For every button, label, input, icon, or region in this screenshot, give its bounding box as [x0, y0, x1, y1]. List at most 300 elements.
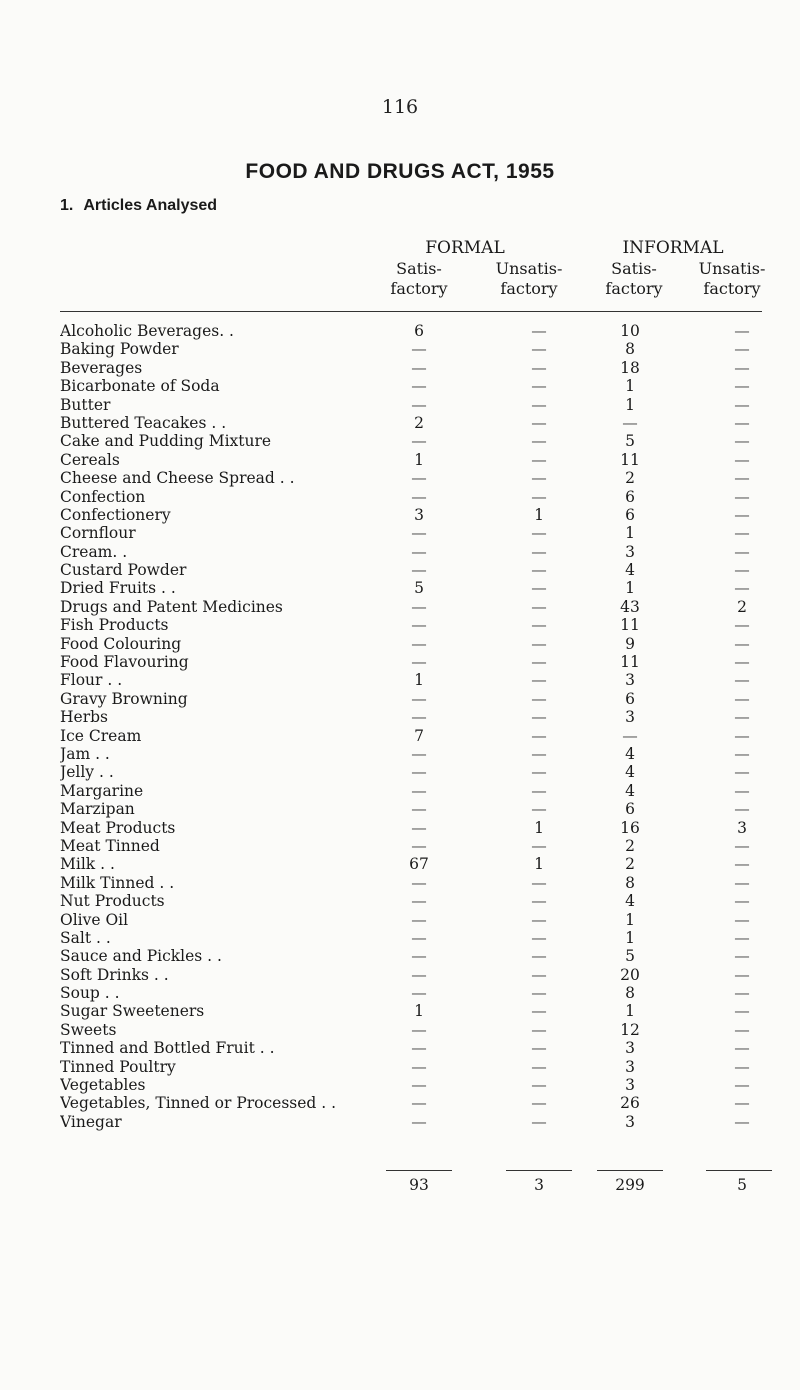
article-label: Confectionery [60, 505, 171, 524]
formal-unsatisfactory-cell: — [531, 744, 547, 763]
formal-unsatisfactory-cell: — [531, 432, 547, 451]
informal-satisfactory-cell: 2 [625, 836, 635, 855]
formal-satisfactory-cell: 1 [414, 671, 424, 690]
article-name [60, 984, 405, 1002]
formal-unsatisfactory-cell: — [531, 984, 547, 1003]
informal-satisfactory-cell: 16 [620, 818, 640, 837]
table-row [0, 929, 800, 947]
formal-satisfactory-cell: — [411, 910, 427, 929]
article-name [60, 524, 405, 542]
informal-unsatisfactory-cell: — [734, 1094, 750, 1113]
table-row [0, 322, 800, 340]
informal-satisfactory-cell: 4 [625, 561, 635, 580]
informal-unsatisfactory-cell: — [734, 965, 750, 984]
table-row [0, 819, 800, 837]
formal-unsatisfactory-cell: — [531, 524, 547, 543]
informal-satisfactory-cell: 9 [625, 634, 635, 653]
informal-unsatisfactory-cell: — [734, 395, 750, 414]
formal-unsatisfactory-cell: — [531, 322, 547, 340]
article-name [60, 561, 405, 579]
table-row [0, 690, 800, 708]
article-name [60, 690, 405, 708]
formal-unsatisfactory-cell: 1 [534, 855, 544, 874]
informal-unsatisfactory-cell: — [734, 873, 750, 892]
informal-unsatisfactory-cell: — [734, 634, 750, 653]
article-label: Dried Fruits . . [60, 579, 176, 598]
table-row [0, 1039, 800, 1057]
informal-satisfactory-cell: 4 [625, 744, 635, 763]
table-row [0, 506, 800, 524]
informal-unsatisfactory-cell: — [734, 358, 750, 377]
total-rule [597, 1170, 663, 1171]
table-row [0, 469, 800, 487]
formal-satisfactory-cell: 6 [414, 322, 424, 340]
informal-satisfactory-cell: 4 [625, 892, 635, 911]
informal-unsatisfactory-cell: — [734, 469, 750, 488]
informal-satisfactory-cell: 8 [625, 984, 635, 1003]
formal-unsatisfactory-cell: — [531, 377, 547, 396]
table-row [0, 396, 800, 414]
informal-satisfactory-cell: 20 [620, 965, 640, 984]
table-row [0, 635, 800, 653]
article-name [60, 322, 405, 340]
header-line-2: factory [500, 279, 558, 298]
informal-satisfactory-cell: 26 [620, 1094, 640, 1113]
article-label: Meat Tinned [60, 836, 160, 855]
article-name [60, 947, 405, 965]
formal-satisfactory-cell: 1 [414, 1002, 424, 1021]
article-label: Confection [60, 487, 146, 506]
article-name [60, 911, 405, 929]
formal-satisfactory-cell: — [411, 928, 427, 947]
article-label: Flour . . [60, 671, 123, 690]
informal-unsatisfactory-cell: — [734, 505, 750, 524]
header-line-2: factory [605, 279, 663, 298]
formal-satisfactory-cell: — [411, 1076, 427, 1095]
article-name [60, 451, 405, 469]
formal-unsatisfactory-cell: — [531, 836, 547, 855]
article-label: Vegetables, Tinned or Processed . . [60, 1094, 337, 1113]
table-row [0, 671, 800, 689]
table-row [0, 911, 800, 929]
table-row [0, 340, 800, 358]
article-label: Vegetables [60, 1076, 146, 1095]
informal-unsatisfactory-cell: — [734, 1076, 750, 1095]
formal-satisfactory-cell: — [411, 689, 427, 708]
article-label: Sweets [60, 1020, 117, 1039]
informal-unsatisfactory-cell: — [734, 377, 750, 396]
table-row [0, 708, 800, 726]
article-label: Food Flavouring [60, 653, 189, 672]
formal-unsatisfactory-cell: — [531, 910, 547, 929]
table-row [0, 561, 800, 579]
formal-satisfactory-cell: — [411, 634, 427, 653]
formal-column-group: FORMAL [425, 238, 505, 258]
article-name [60, 892, 405, 910]
informal-unsatisfactory-cell: — [734, 744, 750, 763]
formal-satisfactory-cell: — [411, 947, 427, 966]
article-name [60, 874, 405, 892]
formal-unsatisfactory-cell: — [531, 1002, 547, 1021]
formal-unsatisfactory-cell: — [531, 450, 547, 469]
total-formal-unsatisfactory: 3 [534, 1176, 544, 1194]
formal-satisfactory-header [359, 259, 479, 299]
article-label: Beverages [60, 358, 143, 377]
table-row [0, 1113, 800, 1131]
article-name [60, 598, 405, 616]
article-label: Ice Cream [60, 726, 142, 745]
article-name [60, 727, 405, 745]
table-row [0, 1058, 800, 1076]
table-row [0, 1094, 800, 1112]
formal-satisfactory-cell: — [411, 542, 427, 561]
total-formal-satisfactory: 93 [409, 1176, 429, 1194]
article-label: Soup . . [60, 984, 120, 1003]
header-line-2: factory [390, 279, 448, 298]
header-line-1: Satis- [611, 259, 657, 278]
article-label: Salt . . [60, 928, 111, 947]
informal-satisfactory-cell: 11 [620, 653, 640, 672]
informal-unsatisfactory-cell: — [734, 561, 750, 580]
formal-unsatisfactory-cell: — [531, 579, 547, 598]
article-name [60, 1039, 405, 1057]
informal-satisfactory-cell: 2 [625, 855, 635, 874]
informal-satisfactory-cell: — [622, 413, 638, 432]
formal-unsatisfactory-cell: — [531, 671, 547, 690]
table-row [0, 1076, 800, 1094]
article-name [60, 469, 405, 487]
formal-satisfactory-cell: — [411, 358, 427, 377]
formal-unsatisfactory-cell: — [531, 542, 547, 561]
formal-satisfactory-cell: — [411, 892, 427, 911]
informal-unsatisfactory-cell: — [734, 413, 750, 432]
article-label: Herbs [60, 708, 108, 727]
informal-satisfactory-cell: 6 [625, 800, 635, 819]
informal-column-group: INFORMAL [622, 238, 724, 258]
formal-satisfactory-cell: — [411, 873, 427, 892]
table-row [0, 579, 800, 597]
formal-satisfactory-cell: — [411, 597, 427, 616]
article-name [60, 1002, 405, 1020]
article-name [60, 414, 405, 432]
informal-unsatisfactory-cell: — [734, 928, 750, 947]
formal-unsatisfactory-cell: — [531, 726, 547, 745]
formal-satisfactory-cell: — [411, 1057, 427, 1076]
article-label: Milk Tinned . . [60, 873, 175, 892]
informal-unsatisfactory-cell: — [734, 910, 750, 929]
table-row [0, 451, 800, 469]
informal-unsatisfactory-cell: — [734, 1020, 750, 1039]
formal-unsatisfactory-cell: — [531, 1020, 547, 1039]
formal-satisfactory-cell: 1 [414, 450, 424, 469]
article-label: Vinegar [60, 1112, 122, 1131]
article-name [60, 1058, 405, 1076]
informal-satisfactory-cell: 5 [625, 432, 635, 451]
article-name [60, 855, 405, 873]
formal-unsatisfactory-cell: — [531, 469, 547, 488]
table-row [0, 488, 800, 506]
formal-satisfactory-cell: — [411, 744, 427, 763]
formal-unsatisfactory-cell: — [531, 781, 547, 800]
informal-unsatisfactory-cell: — [734, 1002, 750, 1021]
article-label: Milk . . [60, 855, 115, 874]
table-row [0, 966, 800, 984]
table-row [0, 598, 800, 616]
article-name [60, 377, 405, 395]
page-number: 116 [381, 96, 419, 118]
table-row [0, 745, 800, 763]
informal-satisfactory-cell: 6 [625, 505, 635, 524]
table-row [0, 1002, 800, 1020]
informal-satisfactory-cell: 2 [625, 469, 635, 488]
article-label: Cereals [60, 450, 120, 469]
formal-unsatisfactory-cell: — [531, 616, 547, 635]
informal-unsatisfactory-cell: — [734, 653, 750, 672]
informal-unsatisfactory-cell: 2 [737, 597, 747, 616]
table-row [0, 543, 800, 561]
informal-satisfactory-cell: 3 [625, 1039, 635, 1058]
formal-unsatisfactory-cell: — [531, 965, 547, 984]
article-label: Soft Drinks . . [60, 965, 169, 984]
formal-unsatisfactory-cell: — [531, 597, 547, 616]
article-label: Tinned and Bottled Fruit . . [60, 1039, 275, 1058]
formal-satisfactory-cell: — [411, 781, 427, 800]
formal-satisfactory-cell: — [411, 653, 427, 672]
formal-satisfactory-cell: — [411, 616, 427, 635]
total-informal-unsatisfactory: 5 [737, 1176, 747, 1194]
article-label: Bicarbonate of Soda [60, 377, 220, 396]
table-row [0, 984, 800, 1002]
page-title: FOOD AND DRUGS ACT, 1955 [245, 160, 555, 183]
informal-unsatisfactory-cell: — [734, 1112, 750, 1131]
article-name [60, 1076, 405, 1094]
article-name [60, 782, 405, 800]
informal-satisfactory-cell: 4 [625, 781, 635, 800]
informal-satisfactory-cell: 3 [625, 1112, 635, 1131]
informal-satisfactory-cell: 5 [625, 947, 635, 966]
articles-table-body [0, 322, 800, 1131]
header-line-2: factory [703, 279, 761, 298]
article-name [60, 966, 405, 984]
article-label: Olive Oil [60, 910, 129, 929]
informal-satisfactory-cell: 8 [625, 873, 635, 892]
informal-satisfactory-cell: 8 [625, 340, 635, 359]
informal-satisfactory-cell: 1 [625, 910, 635, 929]
informal-unsatisfactory-cell: — [734, 432, 750, 451]
formal-unsatisfactory-cell: — [531, 395, 547, 414]
informal-unsatisfactory-header [672, 259, 792, 299]
formal-satisfactory-cell: — [411, 1039, 427, 1058]
informal-satisfactory-cell: 1 [625, 579, 635, 598]
formal-satisfactory-cell: 2 [414, 413, 424, 432]
formal-unsatisfactory-cell: — [531, 653, 547, 672]
formal-unsatisfactory-cell: — [531, 1057, 547, 1076]
informal-satisfactory-cell: 6 [625, 689, 635, 708]
informal-satisfactory-cell: 1 [625, 928, 635, 947]
formal-satisfactory-cell: — [411, 818, 427, 837]
article-label: Baking Powder [60, 340, 179, 359]
informal-satisfactory-cell: 18 [620, 358, 640, 377]
formal-satisfactory-cell: 5 [414, 579, 424, 598]
formal-satisfactory-cell: — [411, 836, 427, 855]
header-line-1: Unsatis- [495, 259, 563, 278]
article-name [60, 396, 405, 414]
formal-unsatisfactory-cell: — [531, 413, 547, 432]
table-row [0, 782, 800, 800]
informal-unsatisfactory-cell: — [734, 487, 750, 506]
table-row [0, 727, 800, 745]
article-name [60, 745, 405, 763]
informal-unsatisfactory-cell: — [734, 984, 750, 1003]
table-row [0, 1021, 800, 1039]
formal-unsatisfactory-cell: — [531, 1094, 547, 1113]
article-name [60, 929, 405, 947]
article-label: Cornflour [60, 524, 136, 543]
informal-satisfactory-cell: — [622, 726, 638, 745]
header-rule [60, 311, 762, 312]
article-name [60, 635, 405, 653]
informal-unsatisfactory-cell: — [734, 579, 750, 598]
informal-unsatisfactory-cell: — [734, 947, 750, 966]
header-line-1: Unsatis- [698, 259, 766, 278]
formal-unsatisfactory-cell: 1 [534, 818, 544, 837]
article-label: Nut Products [60, 892, 165, 911]
article-name [60, 763, 405, 781]
formal-unsatisfactory-cell: — [531, 689, 547, 708]
article-label: Butter [60, 395, 111, 414]
informal-unsatisfactory-cell: — [734, 671, 750, 690]
formal-unsatisfactory-cell: — [531, 800, 547, 819]
informal-satisfactory-cell: 11 [620, 450, 640, 469]
informal-satisfactory-cell: 1 [625, 395, 635, 414]
formal-unsatisfactory-cell: — [531, 340, 547, 359]
formal-satisfactory-cell: — [411, 395, 427, 414]
formal-satisfactory-cell: 7 [414, 726, 424, 745]
article-name [60, 488, 405, 506]
table-row [0, 359, 800, 377]
article-name [60, 653, 405, 671]
informal-satisfactory-cell: 3 [625, 542, 635, 561]
informal-unsatisfactory-cell: — [734, 892, 750, 911]
table-row [0, 800, 800, 818]
table-row [0, 837, 800, 855]
table-row [0, 377, 800, 395]
informal-unsatisfactory-cell: — [734, 763, 750, 782]
article-name [60, 506, 405, 524]
article-name [60, 543, 405, 561]
formal-satisfactory-cell: — [411, 524, 427, 543]
informal-unsatisfactory-cell: — [734, 340, 750, 359]
informal-satisfactory-cell: 4 [625, 763, 635, 782]
informal-unsatisfactory-cell: — [734, 689, 750, 708]
article-label: Gravy Browning [60, 689, 188, 708]
formal-satisfactory-cell: — [411, 340, 427, 359]
article-name [60, 1094, 405, 1112]
informal-satisfactory-cell: 10 [620, 322, 640, 340]
informal-unsatisfactory-cell: — [734, 1039, 750, 1058]
section-title: Articles Analysed [83, 197, 218, 214]
total-rule [706, 1170, 772, 1171]
informal-unsatisfactory-cell: — [734, 322, 750, 340]
formal-unsatisfactory-cell: 1 [534, 505, 544, 524]
article-name [60, 432, 405, 450]
informal-unsatisfactory-cell: — [734, 708, 750, 727]
total-rule [386, 1170, 452, 1171]
formal-satisfactory-cell: — [411, 1020, 427, 1039]
formal-unsatisfactory-cell: — [531, 947, 547, 966]
total-rule [506, 1170, 572, 1171]
article-name [60, 340, 405, 358]
article-name [60, 579, 405, 597]
article-name [60, 1021, 405, 1039]
article-name [60, 837, 405, 855]
article-label: Food Colouring [60, 634, 182, 653]
table-row [0, 947, 800, 965]
article-name [60, 708, 405, 726]
formal-unsatisfactory-cell: — [531, 634, 547, 653]
informal-unsatisfactory-cell: — [734, 616, 750, 635]
article-name [60, 1113, 405, 1131]
article-label: Sauce and Pickles . . [60, 947, 222, 966]
header-line-1: Satis- [396, 259, 442, 278]
section-heading [60, 197, 227, 215]
formal-unsatisfactory-cell: — [531, 873, 547, 892]
table-row [0, 524, 800, 542]
formal-unsatisfactory-header [469, 259, 589, 299]
total-informal-satisfactory: 299 [615, 1176, 645, 1194]
article-label: Marzipan [60, 800, 135, 819]
article-label: Margarine [60, 781, 144, 800]
article-name [60, 819, 405, 837]
formal-unsatisfactory-cell: — [531, 1039, 547, 1058]
formal-unsatisfactory-cell: — [531, 763, 547, 782]
article-label: Sugar Sweeteners [60, 1002, 205, 1021]
informal-unsatisfactory-cell: — [734, 524, 750, 543]
article-label: Fish Products [60, 616, 169, 635]
formal-satisfactory-cell: — [411, 432, 427, 451]
formal-satisfactory-cell: — [411, 800, 427, 819]
formal-satisfactory-cell: — [411, 377, 427, 396]
formal-satisfactory-cell: 3 [414, 505, 424, 524]
article-label: Cake and Pudding Mixture [60, 432, 272, 451]
formal-unsatisfactory-cell: — [531, 928, 547, 947]
article-label: Cheese and Cheese Spread . . [60, 469, 295, 488]
formal-satisfactory-cell: — [411, 763, 427, 782]
informal-satisfactory-cell: 3 [625, 1076, 635, 1095]
formal-satisfactory-cell: — [411, 469, 427, 488]
table-row [0, 874, 800, 892]
section-number: 1. [60, 197, 74, 214]
article-label: Tinned Poultry [60, 1057, 176, 1076]
formal-unsatisfactory-cell: — [531, 892, 547, 911]
article-name [60, 359, 405, 377]
informal-unsatisfactory-cell: — [734, 781, 750, 800]
table-row [0, 855, 800, 873]
formal-satisfactory-cell: — [411, 1112, 427, 1131]
article-label: Buttered Teacakes . . [60, 413, 227, 432]
formal-satisfactory-cell: — [411, 487, 427, 506]
informal-satisfactory-cell: 3 [625, 708, 635, 727]
informal-unsatisfactory-cell: — [734, 836, 750, 855]
formal-satisfactory-cell: — [411, 561, 427, 580]
formal-unsatisfactory-cell: — [531, 708, 547, 727]
article-label: Custard Powder [60, 561, 187, 580]
article-name [60, 671, 405, 689]
informal-satisfactory-cell: 12 [620, 1020, 640, 1039]
table-row [0, 432, 800, 450]
informal-unsatisfactory-cell: — [734, 1057, 750, 1076]
article-name [60, 616, 405, 634]
